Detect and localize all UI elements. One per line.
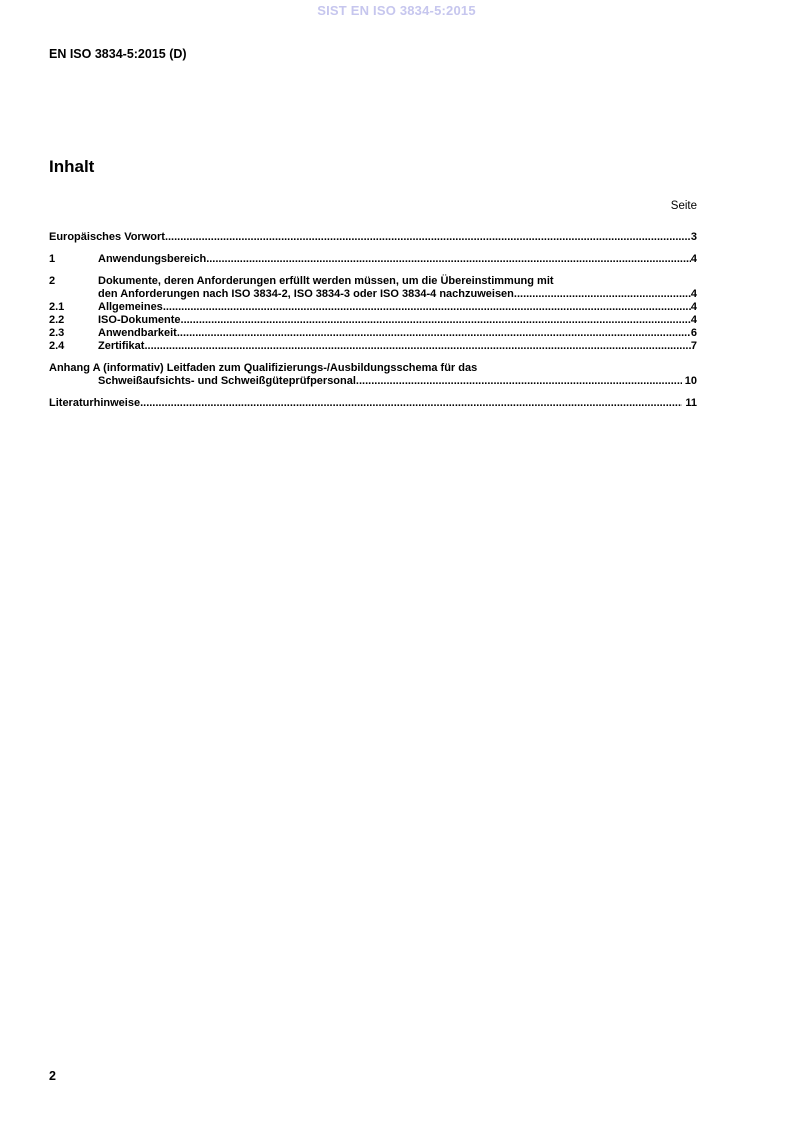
toc-entry-title[interactable]: Anwendbarkeit	[98, 327, 177, 339]
toc-entry-number: 2	[49, 275, 56, 287]
toc-entry-section-2-4[interactable]	[49, 340, 697, 353]
dot-leader	[140, 397, 682, 410]
toc-entry-title[interactable]: Zertifikat	[98, 340, 145, 352]
toc-entry-number: 1	[49, 253, 56, 265]
toc-entry-page[interactable]: 4	[690, 288, 697, 300]
toc-entry-page[interactable]: 10	[684, 375, 697, 387]
toc-entry-title[interactable]: Allgemeines	[98, 301, 163, 313]
dot-leader	[144, 340, 690, 353]
dot-leader	[163, 301, 691, 314]
dot-leader	[356, 375, 682, 388]
document-header: EN ISO 3834-5:2015 (D)	[49, 47, 187, 61]
dot-leader	[177, 327, 691, 340]
table-of-contents	[49, 231, 697, 410]
toc-entry-page[interactable]: 11	[685, 397, 697, 409]
toc-entry-annex-a[interactable]	[49, 362, 697, 388]
toc-entry-section-1[interactable]	[49, 253, 697, 266]
toc-entry-title[interactable]: ISO-Dokumente	[98, 314, 181, 326]
toc-entry-title-continued[interactable]: Schweißaufsichts- und Schweißgüteprüfpersonal	[98, 375, 356, 387]
toc-entry-number: 2.1	[49, 301, 65, 313]
toc-entry-title[interactable]: Dokumente, deren Anforderungen erfüllt werden müssen, um die Übereinstimmung mit	[98, 275, 554, 287]
toc-entry-page[interactable]: 7	[690, 340, 697, 352]
watermark: SIST EN ISO 3834-5:2015	[317, 3, 476, 18]
toc-entry-section-2-3[interactable]	[49, 327, 697, 340]
toc-entry-number: 2.4	[49, 340, 65, 352]
dot-leader	[206, 253, 691, 266]
toc-entry-page[interactable]: 3	[690, 231, 697, 243]
page-number: 2	[49, 1069, 56, 1083]
toc-title: Inhalt	[49, 157, 95, 176]
toc-entry-page[interactable]: 6	[690, 327, 697, 339]
dot-leader	[165, 231, 691, 244]
toc-entry-section-2-1[interactable]	[49, 301, 697, 314]
toc-entry-bibliography[interactable]	[49, 397, 697, 410]
toc-entry-title[interactable]: Anhang A (informativ) Leitfaden zum Qualifizierungs-/Ausbildungsschema für das	[49, 362, 478, 374]
toc-entry-page[interactable]: 4	[690, 314, 697, 326]
toc-entry-page[interactable]: 4	[690, 301, 697, 313]
dot-leader	[514, 288, 691, 301]
toc-entry-title[interactable]: Literaturhinweise	[49, 397, 141, 409]
toc-entry-page[interactable]: 4	[690, 253, 697, 265]
toc-entry-title[interactable]: Europäisches Vorwort	[49, 231, 165, 243]
toc-entry-number: 2.3	[49, 327, 65, 339]
toc-entry-title[interactable]: Anwendungsbereich	[98, 253, 207, 265]
toc-entry-number: 2.2	[49, 314, 65, 326]
toc-entry-foreword[interactable]	[49, 231, 697, 244]
page-column-label: Seite	[670, 200, 697, 212]
toc-entry-section-2-2[interactable]	[49, 314, 697, 327]
toc-entry-section-2[interactable]	[49, 275, 697, 301]
toc-entry-title-continued[interactable]: den Anforderungen nach ISO 3834-2, ISO 3834-3 oder ISO 3834-4 nachzuweisen	[98, 288, 514, 300]
dot-leader	[181, 314, 691, 327]
